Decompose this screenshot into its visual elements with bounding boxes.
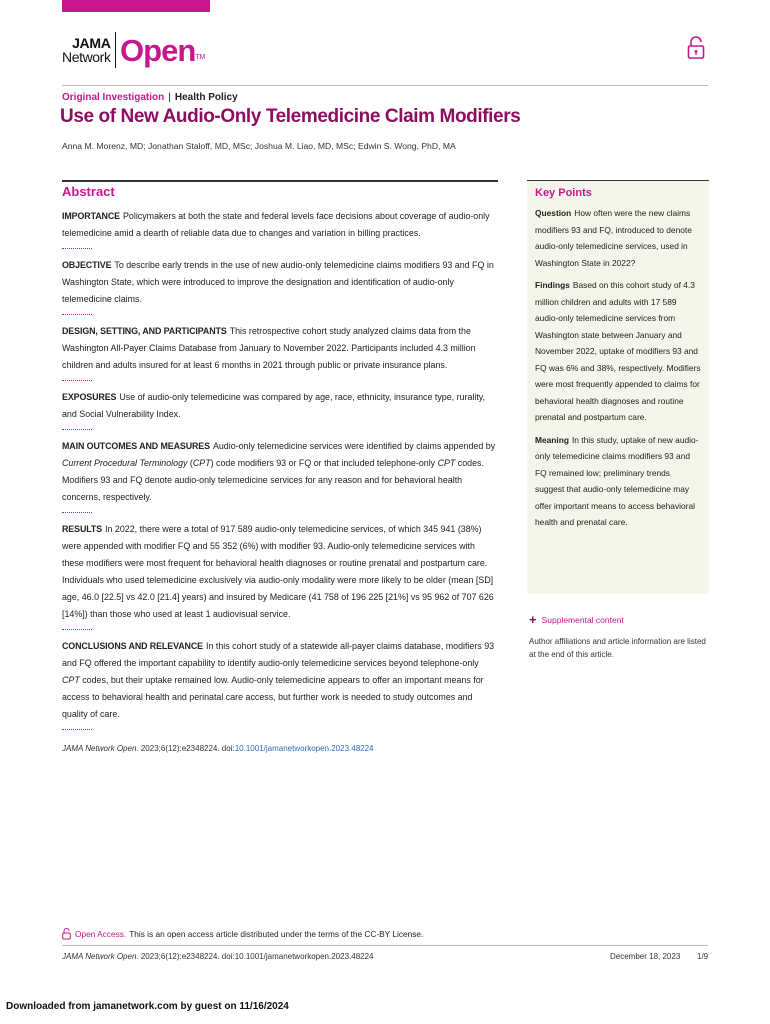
key-point-label: Question (535, 208, 572, 218)
section-italic: CPT (62, 675, 80, 685)
header-rule (62, 85, 708, 86)
section-text: codes, but their uptake remained low. Audio-only telemedicine appears to offer an important means for access to behavioral health and perinatal care access, but further work is needed to study outcomes and quality of care. (62, 675, 484, 719)
open-access-notice (62, 928, 423, 940)
abstract-design (62, 323, 498, 374)
abstract-exposures (62, 389, 498, 423)
section-text: Audio-only telemedicine services were identified by claims appended by (212, 441, 496, 451)
top-accent-bar (62, 0, 210, 12)
logo-jama: JAMA (72, 35, 111, 51)
abstract-body (62, 208, 498, 757)
section-label: RESULTS (62, 524, 103, 534)
section-divider (62, 629, 92, 630)
key-point-text: How often were the new claims modifiers 93 and FQ, introduced to denote audio-only telemedicine services, used in Washington State in 2022? (535, 208, 692, 268)
footer-journal: JAMA Network Open (62, 952, 137, 961)
author-list: Anna M. Morenz, MD; Jonathan Staloff, MD, MSc; Joshua M. Liao, MD, MSc; Edwin S. Wong, PhD, MA (62, 141, 456, 151)
footer-citation-details: . 2023;6(12):e2348224. doi:10.1001/jamanetworkopen.2023.48224 (136, 952, 374, 961)
section-text: Policymakers at both the state and federal levels face decisions about coverage of audio-only telemedicine amid a dearth of reliable data due to changes and variation in billing practices. (62, 211, 490, 238)
journal-logo[interactable] (62, 30, 205, 70)
section-label: CONCLUSIONS AND RELEVANCE (62, 641, 203, 651)
abstract-objective (62, 257, 498, 308)
section-label: DESIGN, SETTING, AND PARTICIPANTS (62, 326, 227, 336)
section-text: In 2022, there were a total of 917 589 audio-only telemedicine services, of which 345 941 (38%) were appended with modifier FQ and 55 352 (6%) with modifier 93. Audio-only telemedicine services with these modifiers were most frequent for behavioral health diagnoses or routine prenatal and postpartum care. Individuals who used telemedicine exclusively via audio-only modality were more likely to be older (mean [SD] age, 46.0 [22.5] vs 42.0 [21.4] years) and insured by Medicare (41 758 of 196 225 [21%] vs 95 962 of 707 626 [14%]) than those who used at least 1 audiovisual service. (62, 524, 494, 619)
section-divider (62, 512, 92, 513)
section-text: In this cohort study of a statewide all-payer claims database, modifiers 93 and FQ offered the important capability to identify audio-only telemedicine services beyond telephone-only (62, 641, 495, 668)
abstract-importance (62, 208, 498, 242)
key-point-label: Meaning (535, 434, 569, 445)
abstract-results (62, 521, 498, 623)
logo-wordmark (62, 36, 111, 64)
abstract-rule (62, 180, 498, 182)
section-text: This retrospective cohort study analyzed claims data from the Washington All-Payer Claims Database from January to November 2022. Participants included 4.3 million children and adults insured for at least 6 months in 2021 through public or private insurance plans. (62, 326, 476, 370)
open-access-text: This is an open access article distributed under the terms of the CC-BY License. (129, 929, 424, 939)
key-points-body (535, 205, 701, 531)
logo-network: Network (62, 49, 111, 65)
open-access-link[interactable]: Open Access. (75, 929, 127, 939)
section-divider (62, 248, 92, 249)
section-label: OBJECTIVE (62, 260, 112, 270)
download-notice: Downloaded from jamanetwork.com by guest on 11/16/2024 (6, 1001, 289, 1012)
section-italic: Current Procedural Terminology (62, 458, 188, 468)
section-italic: CPT (437, 458, 456, 468)
logo-open: Open (120, 32, 196, 68)
logo-divider (115, 32, 117, 68)
section-divider (62, 729, 92, 730)
article-type[interactable]: Original Investigation (62, 92, 165, 103)
plus-icon: + (529, 612, 537, 627)
affiliations-note: Author affiliations and article information are listed at the end of this article. (529, 637, 706, 659)
article-topic[interactable]: Health Policy (174, 92, 238, 103)
section-divider (62, 314, 92, 315)
open-access-lock-icon (62, 928, 71, 940)
article-title: Use of New Audio-Only Telemedicine Claim Modifiers (60, 106, 521, 127)
section-text: To describe early trends in the use of new audio-only telemedicine claims modifiers 93 and FQ in Washington State, which were introduced to improve the designation and identification of audio-only telemedicine claims. (62, 260, 494, 304)
footer-citation (62, 952, 373, 961)
supplemental-content-link[interactable] (529, 613, 624, 626)
abstract-conclusions (62, 638, 498, 723)
key-point-meaning (535, 432, 701, 531)
key-point-label: Findings (535, 280, 570, 290)
citation-journal: JAMA Network Open (62, 744, 137, 753)
section-label: MAIN OUTCOMES AND MEASURES (62, 441, 210, 451)
section-label: EXPOSURES (62, 392, 117, 402)
section-divider (62, 429, 92, 430)
key-point-question (535, 205, 701, 271)
page-number: 1/9 (697, 952, 709, 961)
section-text: codes. Modifiers 93 and FQ denote audio-only telemedicine services for any reason and for behavioral health concerns, respectively. (62, 458, 484, 502)
key-point-text: Based on this cohort study of 4.3 million children and adults with 17 589 audio-only telemedicine services from Washington state between January and November 2022, uptake of modifiers 93 and FQ was 6% and 38%, respectively. Modifiers were most frequently appended to claims for behavioral health diagnoses and routine prenatal and postpartum care. (535, 280, 701, 422)
abstract-heading: Abstract (62, 184, 115, 199)
key-point-text: In this study, uptake of new audio-only telemedicine claims modifiers 93 and FQ remained low; preliminary trends suggest that audio-only telemedicine may offer important means to access behavioral health and prenatal care. (535, 434, 699, 527)
key-points-heading: Key Points (535, 187, 592, 199)
citation-doi-link[interactable]: 10.1001/jamanetworkopen.2023.48224 (234, 744, 374, 753)
key-point-findings (535, 277, 701, 426)
section-divider (62, 380, 92, 381)
section-text: ( (187, 458, 193, 468)
section-italic: CPT (192, 458, 211, 468)
abstract-outcomes (62, 438, 498, 506)
footer-rule (62, 945, 708, 946)
meta-separator: | (168, 92, 171, 103)
section-text: ) code modifiers 93 or FQ or that included telephone-only (210, 458, 438, 468)
abstract-citation (62, 740, 498, 757)
citation-details: . 2023;6(12):e2348224. doi: (136, 744, 235, 753)
article-meta (62, 92, 238, 103)
section-label: IMPORTANCE (62, 211, 120, 221)
key-points-box (527, 180, 709, 594)
publication-date: December 18, 2023 (610, 952, 681, 961)
logo-trademark: TM (195, 53, 206, 61)
supplemental-label: Supplemental content (541, 614, 624, 625)
open-access-lock-icon (687, 36, 705, 60)
section-text: Use of audio-only telemedicine was compared by age, race, ethnicity, insurance type, rurality, and Social Vulnerability Index. (62, 392, 486, 419)
